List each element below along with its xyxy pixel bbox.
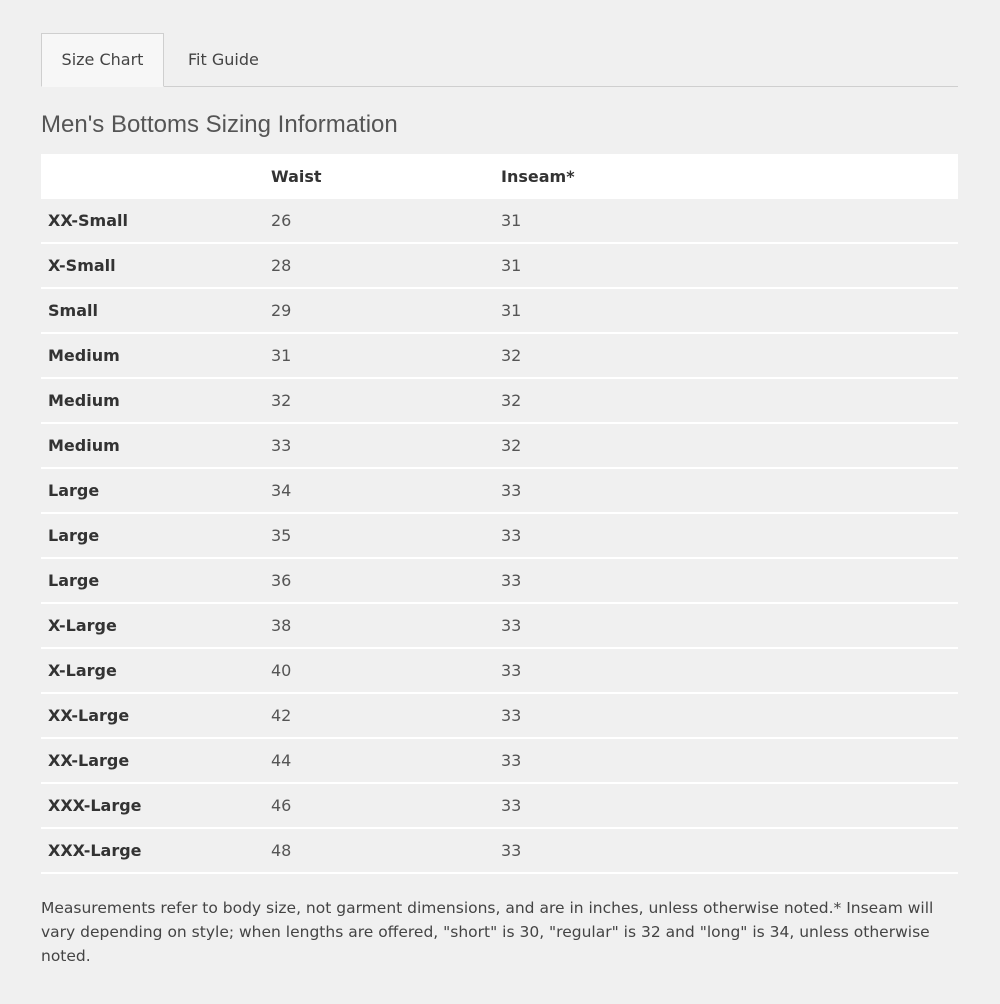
table-row <box>41 513 958 558</box>
inseam-cell: 33 <box>501 558 958 603</box>
column-header-inseam: Inseam* <box>501 167 575 186</box>
size-cell: Large <box>41 513 271 558</box>
size-cell: XX-Large <box>41 738 271 783</box>
measurement-note: Measurements refer to body size, not garment dimensions, and are in inches, unless otherwise noted.* Inseam will vary depending on style; when lengths are offered, "short" is 30, "regular" is 32 and "long" is 34, unless otherwise noted. <box>41 899 934 965</box>
size-chart-panel <box>41 33 958 968</box>
sizing-table <box>41 154 958 874</box>
waist-cell: 48 <box>271 828 501 873</box>
size-cell: X-Small <box>41 243 271 288</box>
tab-fit-guide[interactable]: Fit Guide <box>188 50 259 69</box>
waist-cell: 40 <box>271 648 501 693</box>
waist-cell: 28 <box>271 243 501 288</box>
table-row <box>41 828 958 873</box>
size-cell: X-Large <box>41 648 271 693</box>
inseam-cell: 33 <box>501 648 958 693</box>
table-body <box>41 199 958 873</box>
inseam-cell: 31 <box>501 288 958 333</box>
inseam-cell: 33 <box>501 828 958 873</box>
inseam-cell: 33 <box>501 513 958 558</box>
size-cell: XXX-Large <box>41 828 271 873</box>
column-header-waist: Waist <box>271 167 322 186</box>
size-cell: Large <box>41 558 271 603</box>
table-row <box>41 199 958 243</box>
inseam-cell: 32 <box>501 378 958 423</box>
table-row <box>41 423 958 468</box>
waist-cell: 31 <box>271 333 501 378</box>
waist-cell: 26 <box>271 199 501 243</box>
inseam-cell: 33 <box>501 783 958 828</box>
inseam-cell: 31 <box>501 243 958 288</box>
inseam-cell: 33 <box>501 693 958 738</box>
inseam-cell: 33 <box>501 603 958 648</box>
size-cell: XX-Large <box>41 693 271 738</box>
table-header-row <box>41 154 958 199</box>
size-cell: Medium <box>41 423 271 468</box>
table-row <box>41 378 958 423</box>
size-cell: XXX-Large <box>41 783 271 828</box>
waist-cell: 32 <box>271 378 501 423</box>
table-row <box>41 783 958 828</box>
size-cell: X-Large <box>41 603 271 648</box>
page-title: Men's Bottoms Sizing Information <box>41 111 398 138</box>
size-cell: Medium <box>41 378 271 423</box>
waist-cell: 33 <box>271 423 501 468</box>
waist-cell: 35 <box>271 513 501 558</box>
size-cell: Small <box>41 288 271 333</box>
table-row <box>41 243 958 288</box>
waist-cell: 36 <box>271 558 501 603</box>
size-cell: XX-Small <box>41 199 271 243</box>
table-row <box>41 603 958 648</box>
waist-cell: 38 <box>271 603 501 648</box>
waist-cell: 42 <box>271 693 501 738</box>
table-row <box>41 648 958 693</box>
inseam-cell: 31 <box>501 199 958 243</box>
inseam-cell: 32 <box>501 423 958 468</box>
inseam-cell: 33 <box>501 738 958 783</box>
table-row <box>41 693 958 738</box>
tab-bar <box>41 33 958 87</box>
size-cell: Large <box>41 468 271 513</box>
size-cell: Medium <box>41 333 271 378</box>
table-row <box>41 333 958 378</box>
waist-cell: 44 <box>271 738 501 783</box>
table-row <box>41 288 958 333</box>
waist-cell: 46 <box>271 783 501 828</box>
inseam-cell: 33 <box>501 468 958 513</box>
waist-cell: 29 <box>271 288 501 333</box>
waist-cell: 34 <box>271 468 501 513</box>
tab-size-chart[interactable]: Size Chart <box>41 33 164 87</box>
table-row <box>41 558 958 603</box>
column-header-size <box>41 154 271 199</box>
table-row <box>41 468 958 513</box>
table-row <box>41 738 958 783</box>
inseam-cell: 32 <box>501 333 958 378</box>
